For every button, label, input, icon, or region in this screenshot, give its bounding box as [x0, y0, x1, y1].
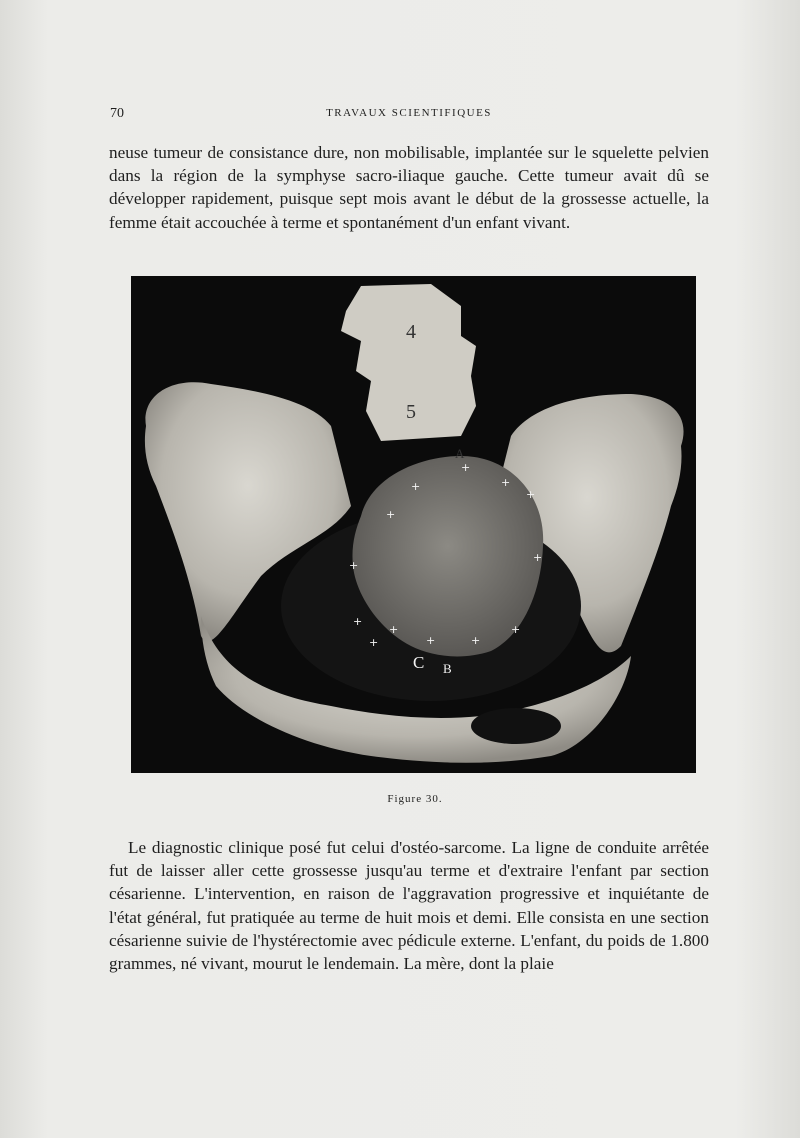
page-header [110, 104, 708, 126]
svg-text:+: + [461, 461, 471, 474]
svg-text:+: + [386, 508, 396, 521]
svg-text:+: + [411, 480, 421, 493]
svg-text:+: + [511, 623, 521, 636]
svg-text:+: + [526, 488, 536, 501]
figure-caption: Figure 30. [387, 793, 443, 805]
svg-text:+: + [501, 476, 511, 489]
running-head: TRAVAUX SCIENTIFIQUES [326, 107, 492, 119]
body-paragraph-1: neuse tumeur de consistance dure, non mobilisable, implantée sur le squelette pelvien dans la région de la symphyse sacro-iliaque gauche. Cette tumeur avait dû se développer rapidement, puisque sept mois avant le début de la grossesse actuelle, la femme était accouchée à terme et spontanément d'un enfant vivant. [109, 143, 709, 232]
svg-text:+: + [471, 634, 481, 647]
page-number: 70 [110, 106, 124, 121]
label-point-c: C [413, 653, 425, 672]
label-vertebra-5: 5 [406, 401, 416, 423]
label-point-b: B [443, 661, 452, 676]
svg-text:+: + [349, 559, 359, 572]
svg-text:+: + [426, 634, 436, 647]
body-paragraph-2: Le diagnostic clinique posé fut celui d'ostéo-sarcome. La ligne de conduite arrêtée fut de laisser aller cette grossesse jusqu'au terme et d'extraire l'enfant par section césarienne. L'intervention, en raison de l'aggravation progressive et inquiétante de l'état général, fut pratiquée au terme de huit mois et demi. Elle consista en une section césarienne suivie de l'hystérectomie avec pédicule externe. L'enfant, du poids de 1.800 grammes, né vivant, mourut le lendemain. La mère, dont la plaie [109, 838, 709, 974]
obturator-foramen [471, 708, 561, 744]
svg-text:+: + [533, 551, 543, 564]
svg-text:+: + [369, 636, 379, 649]
svg-text:+: + [389, 623, 399, 636]
svg-text:+: + [353, 615, 363, 628]
pelvis-photograph [131, 276, 696, 773]
label-vertebra-4: 4 [406, 321, 416, 343]
label-point-a: A [455, 446, 465, 461]
